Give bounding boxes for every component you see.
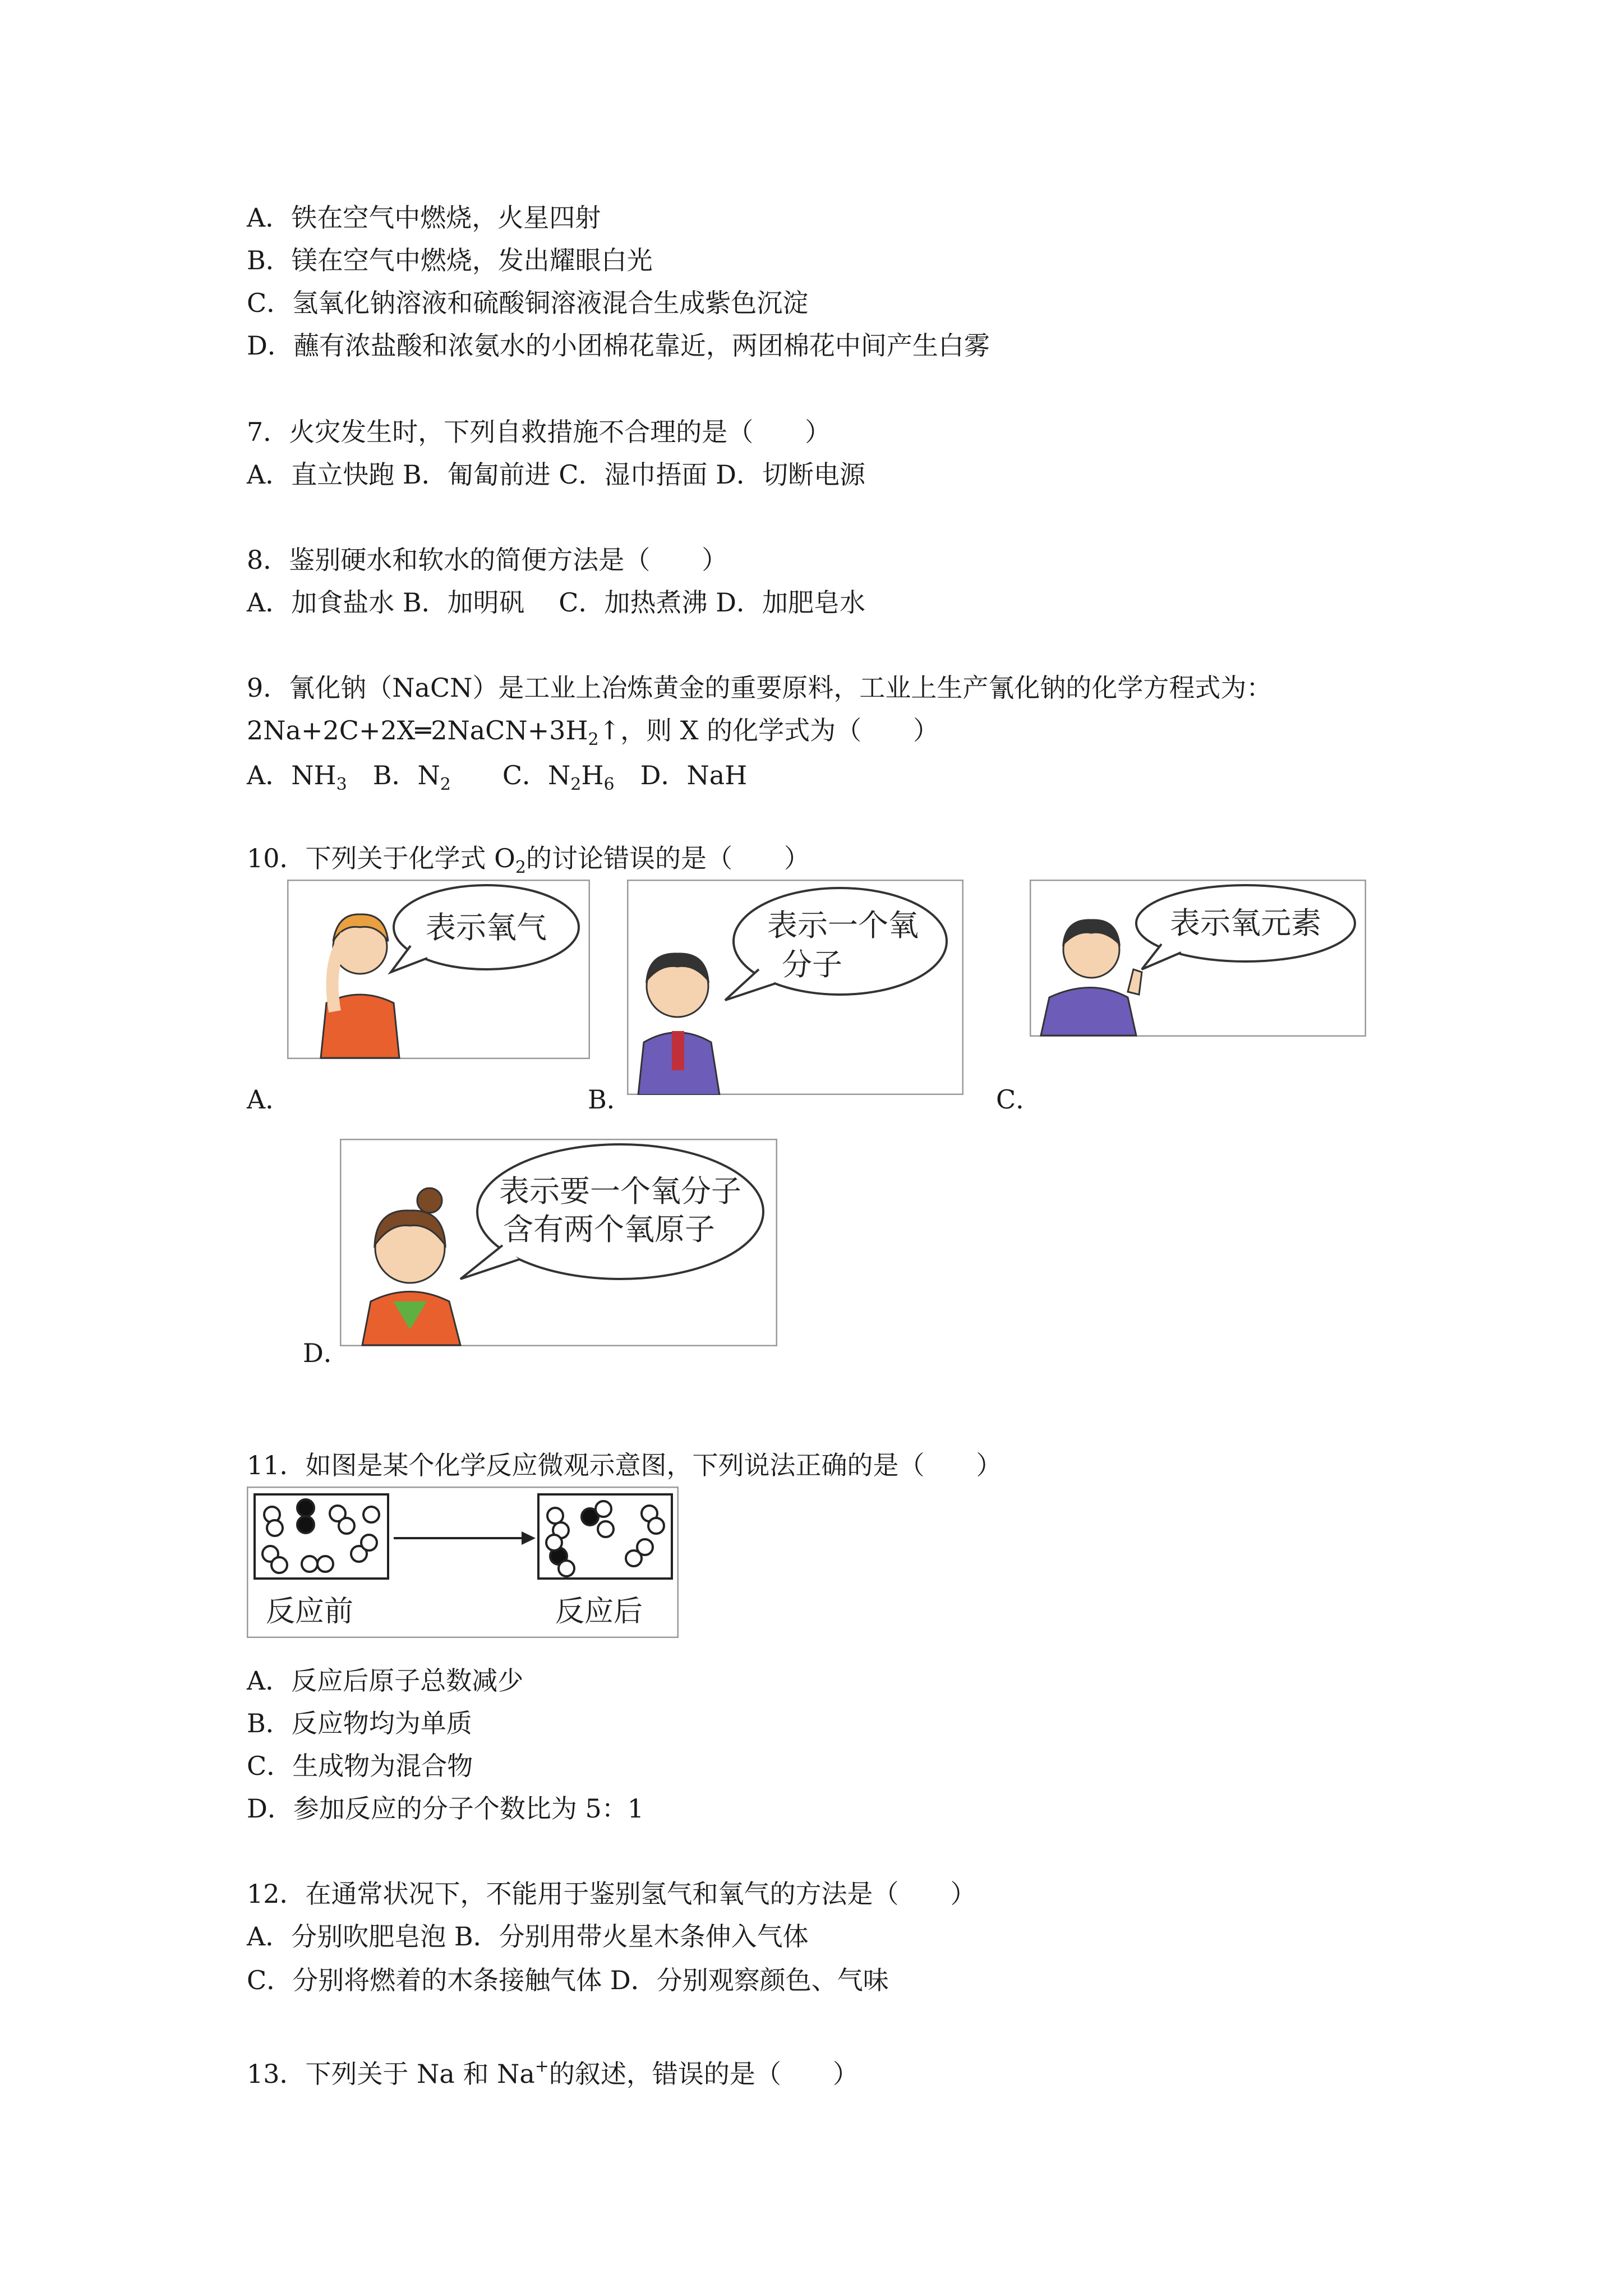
q10-bubble-d-line1: 表示要一个氧分子 (499, 1174, 741, 1209)
q13-stem-superscript: + (534, 2056, 549, 2076)
q10-bubble-a-text: 表示氧气 (426, 910, 547, 945)
q10-bubble-d-line2: 含有两个氧原子 (503, 1212, 715, 1247)
q9-equation (247, 714, 939, 757)
q9-option-b: B．N (347, 760, 440, 790)
q13-stem-part: 13．下列关于 Na 和 Na (247, 2059, 535, 2089)
q11-stem: 11．如图是某个化学反应微观示意图，下列说法正确的是（ ） (247, 1450, 1002, 1480)
q6-option-a: A．铁在空气中燃烧，火星四射 (247, 203, 601, 233)
q9-equation-part: 2Na+2C+2X═2NaCN+3H (247, 715, 588, 746)
q11-option-b: B．反应物均为单质 (247, 1708, 472, 1738)
q9-stem: 9．氰化钠（NaCN）是工业上冶炼黄金的重要原料，工业上生产氰化钠的化学方程式为： (247, 673, 1272, 703)
q11-reaction-diagram (247, 1487, 679, 1638)
q11-option-a: A．反应后原子总数减少 (247, 1665, 524, 1696)
q13-stem-tail: 的叙述，错误的是（ ） (548, 2059, 859, 2089)
q9-option-a-sub: 3 (336, 775, 347, 794)
before-caption: 反应前 (265, 1595, 354, 1628)
q9-equation-tail: ↑，则 X 的化学式为（ ） (598, 715, 939, 746)
q10-stem-tail: 的讨论错误的是（ ） (525, 843, 810, 873)
q9-option-a: A．NH (247, 760, 336, 790)
q9-option-c-sub2: 6 (603, 775, 615, 794)
q10-stem (247, 841, 810, 885)
q10-stem-part: 10．下列关于化学式 O (247, 843, 515, 873)
q6-option-b: B．镁在空气中燃烧，发出耀眼白光 (247, 245, 653, 275)
q10-stem-subscript: 2 (515, 858, 526, 877)
q13-stem (247, 2050, 859, 2091)
q10-label-b: B． (588, 1084, 633, 1115)
q10-label-c: C． (996, 1084, 1042, 1115)
q7-stem: 7．火灾发生时，下列自救措施不合理的是（ ） (247, 417, 831, 447)
q8-options: A．加食盐水 B．加明矾 C．加热煮沸 D．加肥皂水 (247, 587, 865, 618)
q9-equation-subscript: 2 (588, 730, 599, 749)
q10-panel-d (340, 1139, 777, 1346)
q11-option-d: D．参加反应的分子个数比为 5：1 (247, 1793, 644, 1824)
q10-panel-a (287, 880, 590, 1059)
q11-option-c: C．生成物为混合物 (247, 1751, 473, 1781)
q6-option-c: C．氢氧化钠溶液和硫酸铜溶液混合生成紫色沉淀 (247, 288, 809, 318)
q9-option-c-sub1: 2 (570, 775, 582, 794)
q8-stem: 8．鉴别硬水和软水的简便方法是（ ） (247, 545, 728, 575)
q10-label-d: D． (303, 1338, 349, 1368)
q9-option-c-mid: H (581, 760, 604, 790)
q9-options (247, 758, 747, 802)
q10-panel-c (1030, 880, 1366, 1037)
q10-bubble-b-line2: 分子 (782, 947, 842, 982)
q9-option-b-sub: 2 (440, 775, 451, 794)
q12-options-line2: C．分别将燃着的木条接触气体 D．分别观察颜色、气味 (247, 1965, 889, 1995)
q7-options: A．直立快跑 B．匍匐前进 C．湿巾捂面 D．切断电源 (247, 459, 865, 490)
q10-bubble-c-text: 表示氧元素 (1170, 905, 1321, 941)
q6-option-d: D．蘸有浓盐酸和浓氨水的小团棉花靠近，两团棉花中间产生白雾 (247, 330, 990, 361)
q12-stem: 12．在通常状况下，不能用于鉴别氢气和氧气的方法是（ ） (247, 1879, 976, 1909)
q12-options-line1: A．分别吹肥皂泡 B．分别用带火星木条伸入气体 (247, 1921, 809, 1952)
q10-bubble-b-line1: 表示一个氧 (767, 908, 919, 943)
q9-option-d: D．NaH (614, 760, 748, 790)
q9-option-c: C．N (450, 760, 571, 790)
q10-label-a: A． (247, 1084, 292, 1115)
after-caption: 反应后 (555, 1595, 643, 1628)
q10-panel-b (627, 880, 963, 1095)
